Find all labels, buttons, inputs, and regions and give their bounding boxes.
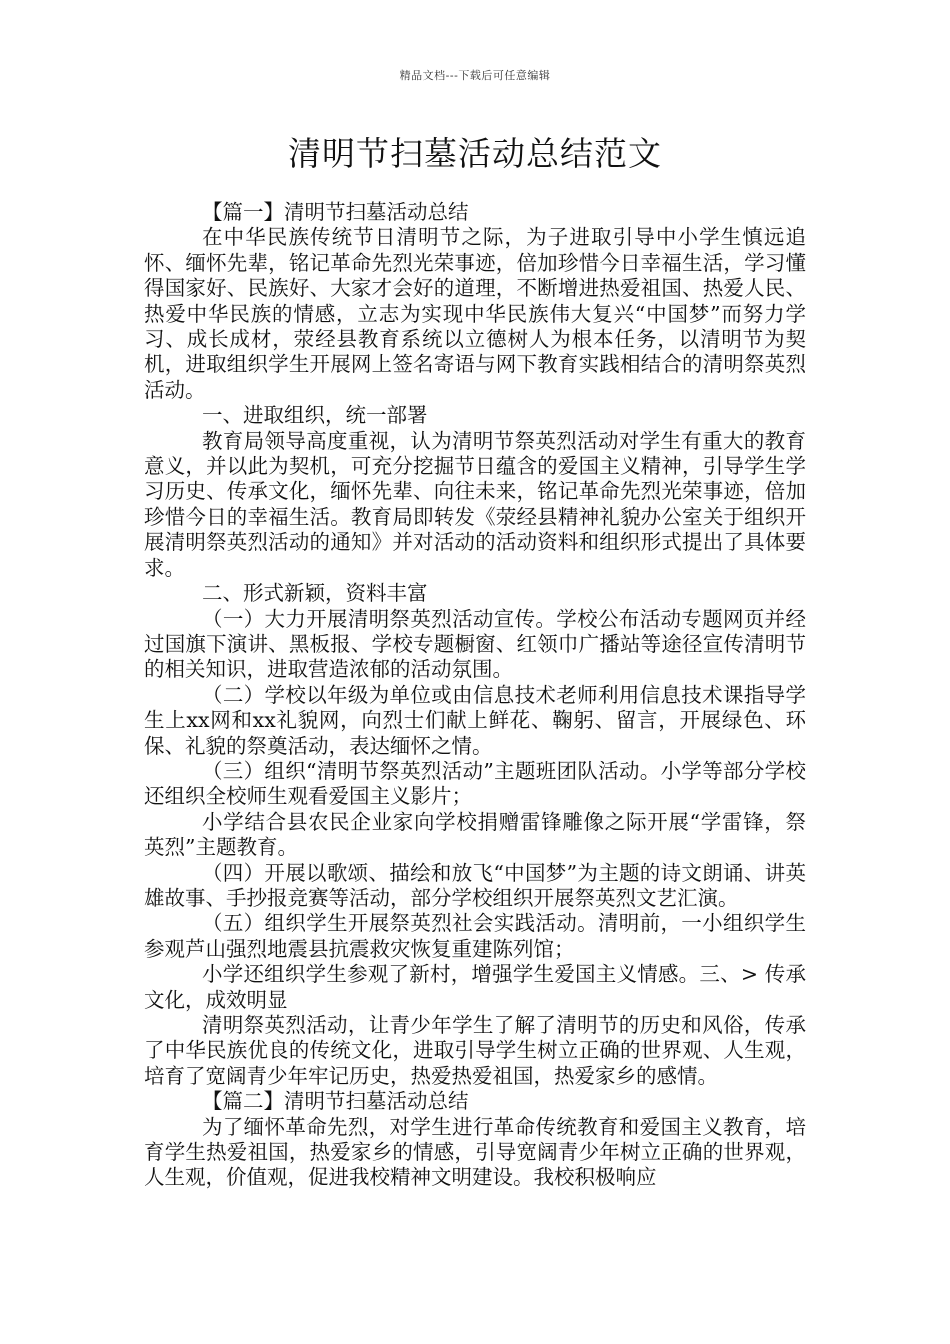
paragraph-item-1: （一）大力开展清明祭英烈活动宣传。学校公布活动专题网页并经过国旗下演讲、黑板报、学校专题橱窗、红领巾广播站等途径宣传清明节的相关知识，进取营造浓郁的活动氛围。 xyxy=(144,606,806,682)
paragraph-item-3-cont: 小学结合县农民企业家向学校捐赠雷锋雕像之际开展“学雷锋，祭英烈”主题教育。 xyxy=(144,809,806,860)
paragraph-intro: 在中华民族传统节日清明节之际，为子进取引导中小学生慎远追怀、缅怀先辈，铭记革命先烈光荣事迹，倍加珍惜今日幸福生活，学习懂得国家好、民族好、大家才会好的道理，不断增进热爱祖国、热爱人民、热爱中华民族的情感，立志为实现中华民族伟大复兴“中国梦”而努力学习、成长成材，荥经县教育系统以立德树人为根本任务，以清明节为契机，进取组织学生开展网上签名寄语与网下教育实践相结合的清明祭英烈活动。 xyxy=(144,225,806,402)
subheading-forms: 二、形式新颖，资料丰富 xyxy=(202,581,428,606)
header-note: 精品文档---下载后可任意编辑 xyxy=(399,69,551,82)
paragraph-item-5: （五）组织学生开展祭英烈社会实践活动。清明前，一小组织学生参观芦山强烈地震县抗震救灾恢复重建陈列馆； xyxy=(144,911,806,961)
paragraph-item-5-cont: 小学还组织学生参观了新村，增强学生爱国主义情感。三、> 传承文化，成效明显 xyxy=(144,962,806,1012)
section-heading-part2: 【篇二】清明节扫墓活动总结 xyxy=(202,1089,469,1114)
paragraph-item-2: （二）学校以年级为单位或由信息技术老师利用信息技术课指导学生上xx网和xx礼貌网，向烈士们献上鲜花、鞠躬、留言，开展绿色、环保、礼貌的祭奠活动，表达缅怀之情。 xyxy=(144,682,806,758)
paragraph-part2-intro: 为了缅怀革命先烈，对学生进行革命传统教育和爱国主义教育，培育学生热爱祖国，热爱家乡的情感，引导宽阔青少年树立正确的世界观，人生观，价值观，促进我校精神文明建设。我校积极响应 xyxy=(144,1114,806,1190)
paragraph-item-3: （三）组织“清明节祭英烈活动”主题班团队活动。小学等部分学校还组织全校师生观看爱国主义影片； xyxy=(144,758,806,809)
section-heading-part1: 【篇一】清明节扫墓活动总结 xyxy=(202,200,469,224)
paragraph-item-4: （四）开展以歌颂、描绘和放飞“中国梦”为主题的诗文朗诵、讲英雄故事、手抄报竞赛等活动，部分学校组织开展祭英烈文艺汇演。 xyxy=(144,860,806,910)
paragraph-results: 清明祭英烈活动，让青少年学生了解了清明节的历史和风俗，传承了中华民族优良的传统文化，进取引导学生树立正确的世界观、人生观，培育了宽阔青少年牢记历史，热爱热爱祖国，热爱家乡的感情。 xyxy=(144,1013,806,1088)
document-body xyxy=(144,200,806,1191)
document-title: 清明节扫墓活动总结范文 xyxy=(288,134,662,173)
paragraph-organization: 教育局领导高度重视，认为清明节祭英烈活动对学生有重大的教育意义，并以此为契机，可充分挖掘节日蕴含的爱国主义精神，引导学生学习历史、传承文化，缅怀先辈、向往未来，铭记革命先烈光荣事迹，倍加珍惜今日的幸福生活。教育局即转发《荥经县精神礼貌办公室关于组织开展清明祭英烈活动的通知》并对活动的活动资料和组织形式提出了具体要求。 xyxy=(144,428,806,580)
subheading-organization: 一、进取组织，统一部署 xyxy=(202,403,428,428)
